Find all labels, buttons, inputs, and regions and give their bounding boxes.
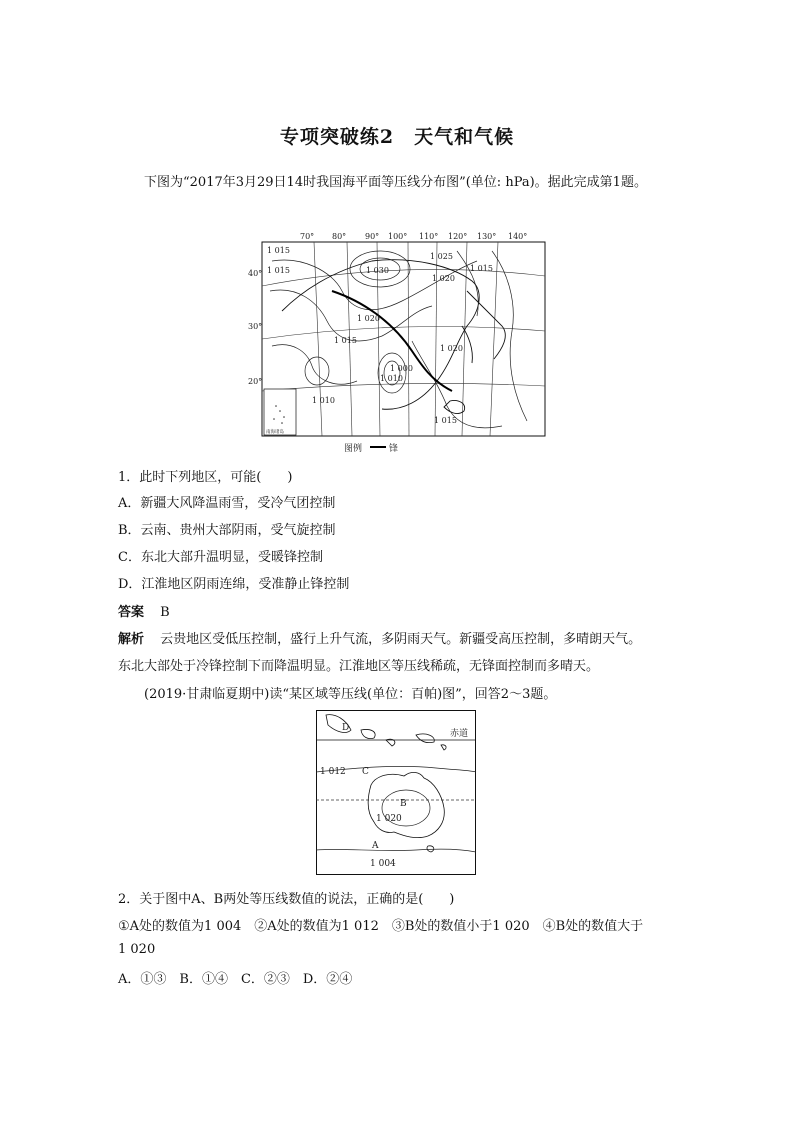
analysis-text-1: 云贵地区受低压控制，盛行上升气流，多阴雨天气。新疆受高压控制，多晴朗天气。 [160,632,642,647]
isobar-label: 1 012 [320,767,346,777]
question-1-stem: 1．此时下列地区，可能( ) [118,470,293,485]
lon-label: 130° [477,232,497,241]
lon-label: 80° [332,232,347,241]
question-2-stem: 2．关于图中A、B两处等压线数值的说法，正确的是( ) [118,892,455,907]
question-1-option-a: A．新疆大风降温雨雪，受冷气团控制 [118,496,336,511]
point-b-label: B [400,799,407,809]
question-2-choices-line-2: 1 020 [118,942,156,957]
point-d-label: D [342,723,350,733]
isobar-label: 1 015 [334,336,357,345]
south-china-sea-inset [264,389,296,435]
lon-label: 140° [508,232,528,241]
isobar-label: 1 010 [380,374,403,383]
isobar-label: 1 004 [370,859,396,869]
lat-label: 30° [248,322,263,331]
analysis-line-1 [118,628,641,647]
lat-label: 20° [248,377,263,386]
question-2-options: A．①③ B．①④ C．②③ D．②④ [118,972,353,987]
isobar-label: 1 020 [376,814,402,824]
isobar-map-china [248,231,545,456]
isobar-label: 1 020 [357,314,380,323]
isobar-label: 1 025 [430,252,453,261]
page-title: 专项突破练2 天气和气候 [279,126,515,148]
answer-value: B [160,605,170,620]
isobar-map-australia [316,710,476,875]
analysis-text-2: 东北大部处于冷锋控制下而降温明显。江淮地区等压线稀疏，无锋面控制而多晴天。 [118,659,600,674]
isobar-label: 1 015 [470,264,493,273]
analysis-label: 解析 [118,632,145,647]
lon-label: 100° [388,232,408,241]
lon-label: 90° [365,232,380,241]
legend-label: 图例 [344,444,363,454]
isobar-label: 1 000 [390,364,413,373]
isobar-label: 1 015 [267,246,290,255]
question-1-option-d: D．江淮地区阴雨连绵，受准静止锋控制 [118,577,350,592]
isobar-label: 1 020 [432,274,455,283]
equator-label: 赤道 [450,729,469,739]
intro-paragraph-1: 下图为“2017年3月29日14时我国海平面等压线分布图”(单位: hPa)。据此完成第1题。 [144,175,647,190]
question-2-choices-line-1: ①A处的数值为1 004 ②A处的数值为1 012 ③B处的数值小于1 020 ④B处的数值大于 [118,919,644,934]
lon-label: 110° [419,232,439,241]
isobar-label: 1 015 [434,416,457,425]
question-1-option-b: B．云南、贵州大部阴雨，受气旋控制 [118,523,336,538]
legend-item: 锋 [389,444,399,454]
lon-label: 120° [448,232,468,241]
point-a-label: A [372,841,379,851]
isobar-label: 1 020 [440,344,463,353]
isobar-label: 1 010 [312,396,335,405]
answer-label: 答案 [118,605,145,620]
intro-paragraph-2: (2019·甘肃临夏期中)读“某区域等压线(单位：百帕)图”，回答2～3题。 [144,687,557,702]
point-c-label: C [362,767,369,777]
isobar-label: 1 015 [267,266,290,275]
answer-row [118,601,170,620]
question-1-option-c: C．东北大部升温明显，受暖锋控制 [118,550,323,565]
inset-label: 南海诸岛 [266,430,284,435]
isobar-label: 1 030 [366,266,389,275]
lat-label: 40° [248,269,263,278]
lon-label: 70° [300,232,315,241]
